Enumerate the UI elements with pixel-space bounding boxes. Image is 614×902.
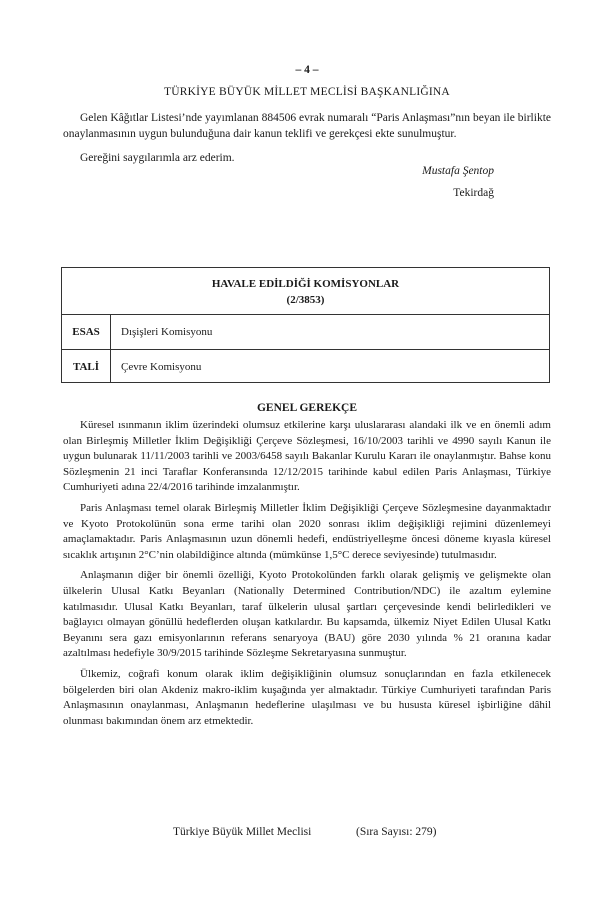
page-number: – 4 – xyxy=(295,64,319,76)
committee-table-header xyxy=(62,268,549,315)
committee-table-title: HAVALE EDİLDİĞİ KOMİSYONLAR xyxy=(211,278,400,290)
committee-table-code: (2/3853) xyxy=(286,294,325,306)
document-addressee-heading: TÜRKİYE BÜYÜK MİLLET MECLİSİ BAŞKANLIĞINA xyxy=(164,86,450,98)
committee-row-key: TALİ xyxy=(62,350,111,383)
footer-institution: Türkiye Büyük Millet Meclisi xyxy=(173,826,312,838)
intro-text xyxy=(63,110,551,166)
signer-place: Tekirdağ xyxy=(453,187,494,199)
committee-row-value: Dışişleri Komisyonu xyxy=(121,326,213,338)
body-paragraph: Anlaşmanın diğer bir önemli özelliği, Kyoto Protokolünden farklı olarak gelişmiş ve gelişmekte olan ülkelerin Ulusal Katkı Beyanları (Nationally Determined Contribution/NDC) ile azaltım eylemine katılmasıdır. Ulusal Katkı Beyanları, taraf ülkelerin ulusal şartları çerçevesinde kendi belirledikleri ve bağlayıcı olmayan gönüllü hedeflerden oluşan katkılardır. Bu kapsamda, ülkemiz Niyet Edilen Ulusal Katkı Beyanını sera gazı emisyonlarının referans senaryoya (BAU) göre 2030 yılında % 21 oranına kadar azaltılması hedefiyle 30/9/2015 tarihinde Sözleşme Sekretaryasına sunmuştur. xyxy=(63,569,551,660)
intro-paragraph: Gelen Kâğıtlar Listesi’nde yayımlanan 884506 evrak numaralı “Paris Anlaşması”nın beyan ile birlikte onaylanmasının uygun bulunduğuna dair kanun teklifi ve gerekçesi ekte sunulmuştur. xyxy=(63,112,551,140)
committee-row-primary xyxy=(62,315,549,349)
committee-row-key: ESAS xyxy=(62,315,111,349)
committee-row-value: Çevre Komisyonu xyxy=(121,360,202,373)
signer-name: Mustafa Şentop xyxy=(422,165,494,177)
body-paragraph: Ülkemiz, coğrafi konum olarak iklim değişikliğinin olumsuz sonuçlarından en fazla etkilenecek bölgelerden biri olan Akdeniz makro-iklim kuşağında yer almaktadır. Türkiye Cumhuriyeti tarafından Paris Anlaşmasının onaylanması, Anlaşmanın hedeflerine ulaşılması ve bu hususta küresel işbirliğine dâhil olunması bakımından önem arz etmektedir. xyxy=(63,667,551,727)
body-paragraph: Paris Anlaşması temel olarak Birleşmiş Milletler İklim Değişikliği Çerçeve Sözleşmesine dayanmaktadır ve Kyoto Protokolünün sona erme tarihi olan 2020 sonrası iklim değişikliği rejimini düzenlemeyi amaçlamaktadır. Paris Anlaşmasının uzun dönemli hedefi, endüstriyelleşme öncesi döneme kıyasla küresel sıcaklık artışının 2°C’nin olabildiğince altında (mümkünse 1,5°C derece seviyesinde) tutulmasıdır. xyxy=(63,501,551,561)
committee-referral-table xyxy=(61,267,550,383)
committee-row-secondary xyxy=(62,349,549,383)
footer-sequence-number: (Sıra Sayısı: 279) xyxy=(356,826,437,838)
section-title: GENEL GEREKÇE xyxy=(256,402,357,414)
body-paragraph: Küresel ısınmanın iklim üzerindeki olumsuz etkilerine karşı uluslararası alandaki ilk ve en önemli adım olan Birleşmiş Milletler İklim Değişikliği Çerçeve Sözleşmesi, 16/10/2003 tarihli ve 4990 sayılı Kanun ile uygun bulunarak 11/11/2003 tarihli ve 2003/6458 sayılı Bakanlar Kurulu Kararı ile onaylanmıştır. Bahse konu Sözleşmenin 21 inci Taraflar Konferansında 12/12/2015 tarihinde kabul edilen Paris Anlaşması, Türkiye Cumhuriyeti adına 22/4/2016 tarihinde imzalanmıştır. xyxy=(63,419,551,494)
closing-paragraph: Gereğini saygılarımla arz ederim. xyxy=(80,152,235,164)
general-rationale-body xyxy=(63,418,551,734)
